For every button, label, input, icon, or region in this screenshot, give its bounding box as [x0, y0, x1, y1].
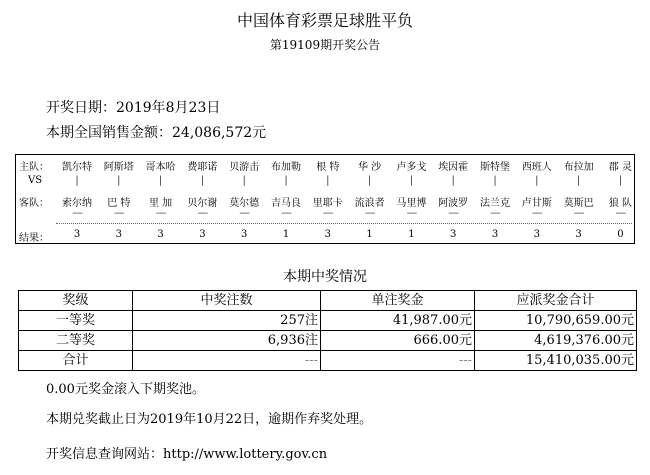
home-team: 埃因霍: [438, 162, 469, 173]
claim-deadline-note: 本期兑奖截止日为2019年10月22日，逾期作弃奖处理。: [46, 412, 373, 427]
dash-separator: ----: [72, 208, 82, 219]
vs-mark: |: [535, 175, 539, 186]
vs-mark: |: [618, 175, 623, 186]
vs-mark: |: [200, 175, 205, 186]
column-header-level: 奖级: [19, 291, 133, 311]
prize-section-heading: 本期中奖情况: [283, 269, 367, 285]
vs-mark: |: [75, 175, 79, 186]
dash-separator: ----: [281, 208, 291, 219]
match-result: 3: [241, 229, 248, 240]
away-team: 法兰克: [480, 198, 510, 209]
table-row: [19, 331, 637, 351]
home-team: 阿斯塔: [103, 162, 134, 173]
dash-separator: ----: [573, 208, 584, 219]
vs-mark: |: [284, 175, 288, 186]
match-result: 3: [450, 229, 457, 240]
sales-amount: 本期全国销售金额：24,086,572元: [46, 125, 267, 141]
away-team: 狼 队: [608, 198, 632, 209]
vs-mark: |: [576, 175, 581, 186]
away-team: 莫尔德: [229, 198, 260, 209]
match-result: 0: [617, 229, 624, 240]
dash-separator: ----: [239, 208, 249, 219]
vs-mark: |: [158, 175, 163, 186]
home-team: 贝游击: [229, 162, 260, 173]
away-team: 里 加: [149, 198, 173, 209]
away-team-label: 客队：: [19, 198, 49, 209]
dash-separator: ----: [155, 208, 166, 219]
total-prize: 15,410,035.00元: [475, 351, 637, 371]
prize-level: 一等奖: [19, 311, 133, 331]
away-team: 阿波罗: [438, 198, 469, 209]
home-team-label: 主队：: [19, 162, 49, 173]
home-team: 郡 灵: [608, 162, 632, 173]
home-team: 卢多戈: [396, 162, 427, 173]
table-row: [19, 351, 637, 371]
match-result: 3: [491, 229, 499, 240]
draw-date: 开奖日期：2019年8月23日: [46, 100, 221, 116]
dash-separator: ----: [197, 208, 208, 219]
unit-prize: 666.00元: [321, 331, 475, 351]
vs-mark: |: [242, 175, 246, 186]
winner-count: ---: [133, 351, 321, 371]
home-team: 根 特: [316, 162, 340, 173]
away-team: 流浪者: [354, 198, 385, 209]
match-result: 3: [575, 229, 582, 240]
match-result: 3: [157, 229, 164, 240]
match-result: 1: [408, 229, 415, 240]
home-team: 费耶诺: [187, 162, 218, 173]
vs-mark: |: [367, 175, 372, 186]
prize-level: 合计: [19, 351, 133, 371]
dash-separator: ----: [364, 208, 375, 219]
away-team: 贝尔谢: [187, 198, 218, 209]
vs-mark: |: [409, 175, 414, 186]
away-team: 卢甘斯: [521, 198, 552, 209]
prize-table: [18, 290, 637, 371]
dash-separator: ----: [114, 208, 124, 219]
result-label: 结果：: [19, 233, 49, 244]
match-table: [15, 154, 635, 244]
dash-separator: ----: [323, 208, 333, 219]
column-header-unit-prize: 单注奖金: [321, 291, 475, 311]
match-result: 1: [282, 229, 290, 240]
match-result: 3: [324, 229, 331, 240]
match-result: 3: [533, 229, 540, 240]
home-team: 斯特堡: [480, 162, 510, 173]
away-team: 巴 特: [107, 198, 131, 209]
column-header-total-prize: 应派奖金合计: [475, 291, 637, 311]
dash-separator: ----: [448, 208, 458, 219]
dash-separator: ----: [532, 208, 542, 219]
home-team: 布加勒: [271, 162, 301, 173]
winner-count: 6,936注: [133, 331, 321, 351]
home-team: 凯尔特: [62, 162, 92, 173]
unit-prize: 41,987.00元: [321, 311, 475, 331]
column-header-count: 中奖注数: [133, 291, 321, 311]
match-result: 3: [199, 229, 206, 240]
away-team: 马里博: [396, 198, 427, 209]
total-prize: 10,790,659.00元: [475, 311, 637, 331]
prize-level: 二等奖: [19, 331, 133, 351]
total-prize: 4,619,376.00元: [475, 331, 637, 351]
rollover-note: 0.00元奖金滚入下期奖池。: [46, 382, 205, 397]
dash-separator: ----: [615, 208, 626, 219]
dash-separator: ----: [406, 208, 417, 219]
vs-mark: |: [451, 175, 455, 186]
unit-prize: ---: [321, 351, 475, 371]
away-team: 吉马良: [271, 198, 301, 209]
vs-label: VS: [28, 175, 43, 186]
away-team: 莫斯巴: [563, 198, 594, 209]
table-row: [19, 311, 637, 331]
match-result: 1: [366, 229, 373, 240]
vs-mark: |: [117, 175, 121, 186]
issue-subtitle: 第19109期开奖公告: [269, 38, 381, 52]
away-team: 索尔纳: [62, 198, 92, 209]
vs-mark: |: [326, 175, 330, 186]
prize-table-header: [19, 291, 637, 311]
website-info: 开奖信息查询网站：http://www.lottery.gov.cn: [46, 447, 328, 462]
home-team: 哥本哈: [145, 162, 176, 173]
match-result: 3: [115, 229, 122, 240]
home-team: 西班人: [521, 162, 552, 173]
dash-separator: ----: [490, 208, 500, 219]
home-team: 华 沙: [358, 162, 382, 173]
dotted-divider: [56, 223, 632, 224]
winner-count: 257注: [133, 311, 321, 331]
vs-mark: |: [493, 175, 497, 186]
away-team: 里耶卡: [312, 198, 343, 209]
home-team: 布拉加: [563, 162, 594, 173]
match-result: 3: [73, 229, 81, 240]
page-title: 中国体育彩票足球胜平负: [236, 11, 413, 30]
